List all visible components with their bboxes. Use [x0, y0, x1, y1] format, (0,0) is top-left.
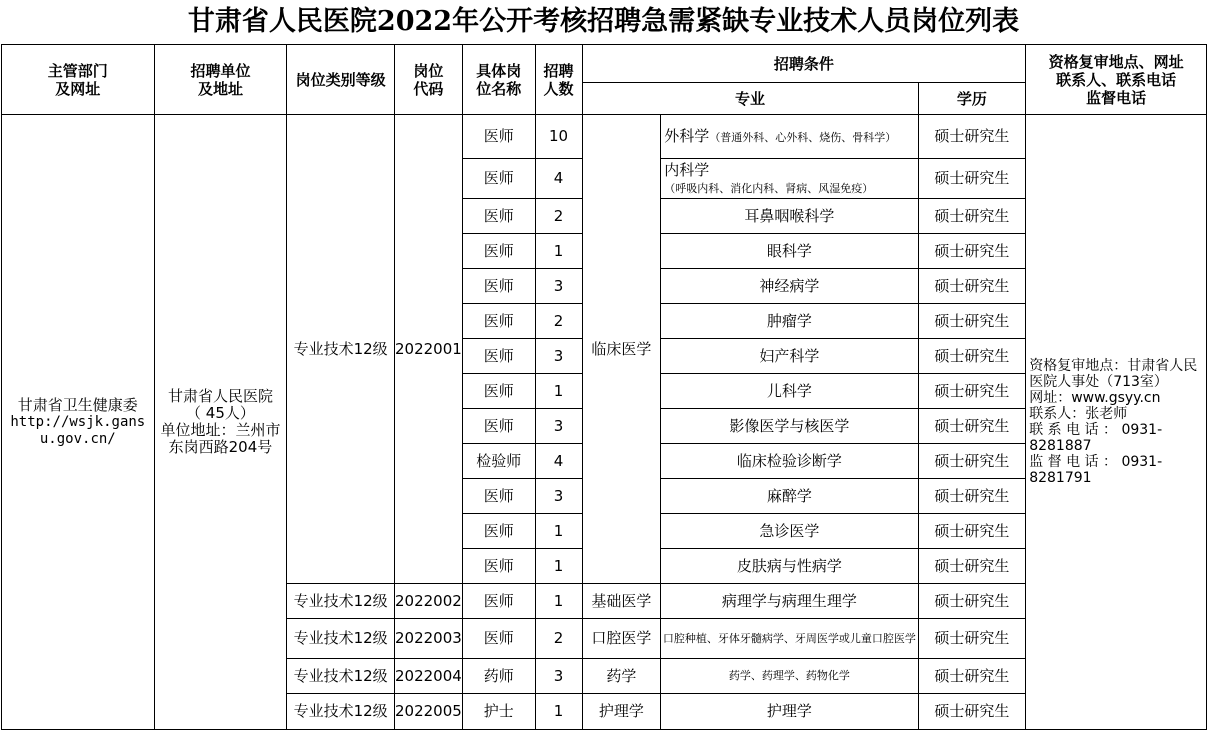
header-category: 岗位类别等级 [287, 45, 395, 115]
edu-cell: 硕士研究生 [918, 304, 1026, 339]
major-cell: 急诊医学 [661, 514, 918, 549]
header-unit: 招聘单位 及地址 [154, 45, 287, 115]
field-cell: 口腔医学 [582, 619, 661, 659]
position-cell: 医师 [462, 339, 535, 374]
major-cell: 药学、药理学、药物化学 [661, 659, 918, 694]
code-cell: 2022005 [395, 694, 463, 730]
major-cell: 麻醉学 [661, 479, 918, 514]
count-cell: 2 [535, 199, 582, 234]
major-cell: 护理学 [661, 694, 918, 730]
edu-cell: 硕士研究生 [918, 549, 1026, 584]
dept-cell [2, 115, 155, 730]
position-cell: 医师 [462, 479, 535, 514]
page-title: 甘肃省人民医院2022年公开考核招聘急需紧缺专业技术人员岗位列表 [187, 6, 1020, 37]
edu-cell: 硕士研究生 [918, 199, 1026, 234]
field-cell: 护理学 [582, 694, 661, 730]
header-count: 招聘 人数 [535, 45, 582, 115]
major-cell: 内科学（呼吸内科、消化内科、肾病、风湿免疫） [661, 159, 918, 199]
count-cell: 1 [535, 234, 582, 269]
major-cell: 皮肤病与性病学 [661, 549, 918, 584]
count-cell: 1 [535, 374, 582, 409]
major-cell: 口腔种植、牙体牙髓病学、牙周医学或儿童口腔医学 [661, 619, 918, 659]
count-cell: 1 [535, 549, 582, 584]
count-cell: 1 [535, 514, 582, 549]
unit-count: （ 45人） [186, 404, 255, 422]
major-cell: 影像医学与核医学 [661, 409, 918, 444]
position-cell: 医师 [462, 514, 535, 549]
count-cell: 4 [535, 444, 582, 479]
category-cell: 专业技术12级 [287, 115, 395, 584]
position-cell: 医师 [462, 374, 535, 409]
code-cell: 2022003 [395, 619, 463, 659]
edu-cell: 硕士研究生 [918, 514, 1026, 549]
edu-cell: 硕士研究生 [918, 659, 1026, 694]
dept-url: http://wsjk.gansu.gov.cn/ [10, 413, 146, 447]
supervise-phone: 监 督 电 话 ： 0931-8281791 [1029, 454, 1163, 486]
edu-cell: 硕士研究生 [918, 269, 1026, 304]
header-position: 具体岗 位名称 [462, 45, 535, 115]
count-cell: 10 [535, 115, 582, 159]
edu-cell: 硕士研究生 [918, 115, 1026, 159]
contact-phone: 联 系 电 话 ： 0931-8281887 [1029, 422, 1163, 454]
edu-cell: 硕士研究生 [918, 694, 1026, 730]
count-cell: 2 [535, 619, 582, 659]
count-cell: 2 [535, 304, 582, 339]
count-cell: 4 [535, 159, 582, 199]
count-cell: 3 [535, 659, 582, 694]
position-cell: 医师 [462, 549, 535, 584]
edu-cell: 硕士研究生 [918, 584, 1026, 619]
count-cell: 3 [535, 479, 582, 514]
position-cell: 医师 [462, 584, 535, 619]
header-dept: 主管部门 及网址 [2, 45, 155, 115]
header-conditions: 招聘条件 [582, 45, 1026, 83]
category-cell: 专业技术12级 [287, 619, 395, 659]
position-cell: 医师 [462, 619, 535, 659]
count-cell: 1 [535, 694, 582, 730]
header-contact: 资格复审地点、网址 联系人、联系电话 监督电话 [1026, 45, 1207, 115]
count-cell: 1 [535, 584, 582, 619]
position-cell: 检验师 [462, 444, 535, 479]
job-table [1, 44, 1207, 730]
position-cell: 医师 [462, 269, 535, 304]
major-cell: 眼科学 [661, 234, 918, 269]
count-cell: 3 [535, 269, 582, 304]
edu-cell: 硕士研究生 [918, 444, 1026, 479]
position-cell: 护士 [462, 694, 535, 730]
edu-cell: 硕士研究生 [918, 159, 1026, 199]
website: 网址：www.gsyy.cn [1029, 390, 1161, 406]
major-cell: 病理学与病理生理学 [661, 584, 918, 619]
header-edu: 学历 [918, 83, 1026, 115]
unit-name: 甘肃省人民医院 [167, 387, 273, 405]
code-cell: 2022001 [395, 115, 463, 584]
code-cell: 2022004 [395, 659, 463, 694]
major-cell: 妇产科学 [661, 339, 918, 374]
position-cell: 药师 [462, 659, 535, 694]
unit-cell [154, 115, 287, 730]
edu-cell: 硕士研究生 [918, 374, 1026, 409]
field-cell: 基础医学 [582, 584, 661, 619]
position-cell: 医师 [462, 409, 535, 444]
edu-cell: 硕士研究生 [918, 234, 1026, 269]
code-cell: 2022002 [395, 584, 463, 619]
edu-cell: 硕士研究生 [918, 339, 1026, 374]
major-cell: 神经病学 [661, 269, 918, 304]
major-cell: 外科学（普通外科、心外科、烧伤、骨科学） [661, 115, 918, 159]
category-cell: 专业技术12级 [287, 694, 395, 730]
position-cell: 医师 [462, 115, 535, 159]
major-cell: 临床检验诊断学 [661, 444, 918, 479]
table-row [2, 115, 1207, 159]
count-cell: 3 [535, 339, 582, 374]
major-cell: 耳鼻咽喉科学 [661, 199, 918, 234]
major-cell: 肿瘤学 [661, 304, 918, 339]
field-cell: 临床医学 [582, 115, 661, 584]
position-cell: 医师 [462, 304, 535, 339]
edu-cell: 硕士研究生 [918, 619, 1026, 659]
contact-person: 联系人：张老师 [1029, 406, 1128, 422]
edu-cell: 硕士研究生 [918, 479, 1026, 514]
category-cell: 专业技术12级 [287, 659, 395, 694]
position-cell: 医师 [462, 199, 535, 234]
category-cell: 专业技术12级 [287, 584, 395, 619]
position-cell: 医师 [462, 234, 535, 269]
edu-cell: 硕士研究生 [918, 409, 1026, 444]
position-cell: 医师 [462, 159, 535, 199]
header-major: 专业 [582, 83, 918, 115]
header-code: 岗位 代码 [395, 45, 463, 115]
field-cell: 药学 [582, 659, 661, 694]
review-location: 资格复审地点：甘肃省人民医院人事处（713室） [1029, 358, 1198, 390]
count-cell: 3 [535, 409, 582, 444]
contact-cell [1026, 115, 1207, 730]
major-cell: 儿科学 [661, 374, 918, 409]
unit-address: 单位地址：兰州市东岗西路204号 [160, 421, 281, 456]
dept-name: 甘肃省卫生健康委 [17, 395, 138, 414]
